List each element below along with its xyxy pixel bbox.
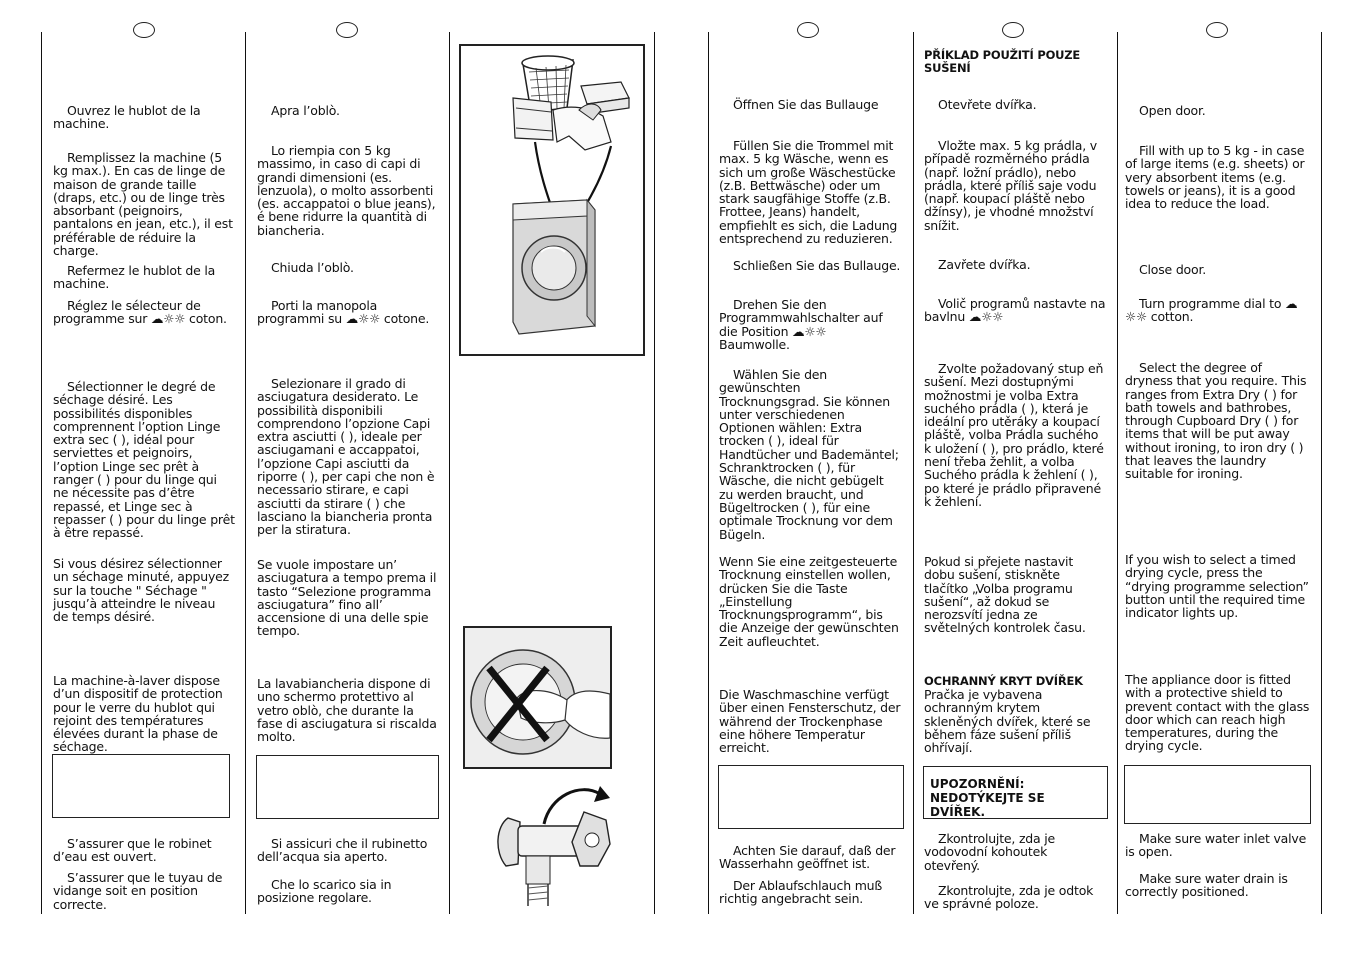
cotton-icon: ☁☼☼ — [968, 309, 1004, 325]
it-timed: Se vuole impostare un’ asciugatura a tempo prema il tasto “Selezione programma asciugatura” fino all’ accensione di una delle spie tempo. — [257, 557, 437, 639]
fr-tap: S’assurer que le robinet d’eau est ouvert. — [53, 836, 212, 865]
column-rule — [245, 32, 246, 914]
de-timed: Wenn Sie eine zeitgesteuerte Trocknung einstellen wollen, drücken Sie die Taste „Einstellung Trocknungsprogramm“, bis die Anzeige der gewünschten Zeit aufleuchtet. — [719, 554, 899, 649]
de-open-door: Öffnen Sie das Bullauge — [733, 97, 879, 112]
cotton-icon: ☁☼☼ — [345, 311, 381, 327]
en-drain: Make sure water drain is correctly positioned. — [1125, 871, 1288, 900]
cz-dryness: Zvolte požadovaný stup eň sušení. Mezi dostupnými možnostmi je volba Extra suchého prádla ( ), která je ideální pro utěráky a koupací pláště, volba Prádla suchého k uložení ( ), pro prádlo, které není třeba žehlit, a volba Suchého prádla k žehlení ( ), po které je prádlo připravené k žehlení. — [924, 361, 1104, 509]
de-tap: Achten Sie darauf, daß der Wasserhahn geöffnet ist. — [719, 843, 896, 872]
cotton-icon: ☁☼☼ — [150, 311, 186, 327]
column-rule — [708, 32, 709, 914]
cz-timed: Pokud si přejete nastavit dobu sušení, stiskněte tlačítko „Volba programu sušení“, až dokud se nerozsvítí jedna ze světelných kontrolek času. — [924, 554, 1086, 636]
cz-open-door: Otevřete dvířka. — [938, 97, 1037, 112]
it-dryness: Selezionare il grado di asciugatura desiderato. Le possibilità disponibili comprendono l’opzione Capi extra asciutti ( ), ideale per asciugamani e accappatoi, l’opzione Capi asciutti da riporre ( ), per capi che non è necessario stirare, e capi asciutti da stirare ( ) che lasciano la biancheria pronta per la stiratura. — [257, 376, 435, 538]
fr-dial-end: coton. — [189, 311, 227, 327]
de-dial-end: Baumwolle. — [719, 336, 790, 352]
it-dial-end: cotone. — [383, 311, 430, 327]
cotton-icon: ☁☼☼ — [792, 323, 827, 339]
en-dial-end: cotton. — [1150, 309, 1194, 325]
fr-dial: Réglez le sélecteur de programme sur — [53, 298, 201, 327]
it-dial-text — [257, 299, 437, 326]
de-drain: Der Ablaufschlauch muß richtig angebracht sein. — [719, 878, 883, 907]
en-dryness: Select the degree of dryness that you require. This ranges from Extra Dry ( ) for bath towels and bathrobes, through Cupboard Dry ( ) for items that will be put away without ironing, to iron dry ( ) that leaves the laundry suitable for ironing. — [1125, 360, 1307, 482]
en-shield: The appliance door is fitted with a protective shield to prevent contact with the glass door which can reach high temperatures, during the drying cycle. — [1125, 672, 1310, 754]
cz-warning: UPOZORNĚNÍ: NEDOTÝKEJTE SE DVÍŘEK. — [930, 777, 1045, 819]
de-close-door: Schließen Sie das Bullauge. — [733, 258, 901, 273]
door-hand-cross-drawing — [465, 628, 610, 767]
column-rule — [449, 32, 450, 914]
washer-laundry-drawing — [461, 46, 643, 354]
do-not-touch-illustration — [463, 626, 612, 769]
language-marker — [1002, 22, 1024, 38]
language-marker — [336, 22, 358, 38]
it-shield: La lavabiancheria dispone di uno schermo protettivo al vetro oblò, che durante la fase di asciugatura si riscalda molto. — [257, 676, 437, 745]
it-drain: Che lo scarico sia in posizione regolare. — [257, 877, 392, 906]
language-marker — [1206, 22, 1228, 38]
it-dial: Porti la manopola programmi su — [257, 298, 378, 327]
de-blank-box — [718, 765, 904, 829]
fr-drain: S’assurer que le tuyau de vidange soit en position correcte. — [53, 870, 223, 912]
cz-fill: Vložte max. 5 kg prádla, v případě rozměrného prádla (např. ložní prádlo), nebo prádla, které příliš saje vodu (např. koupací pláště nebo džínsy), je vhodné množství snížit. — [924, 138, 1097, 233]
fr-shield: La machine-à-laver dispose d’un dispositif de protection pour le verre du hublot qui rejoint des températures élevées durant la phase de séchage. — [53, 673, 223, 755]
de-dryness: Wählen Sie den gewünschten Trocknungsgrad. Sie können unter verschiedenen Optionen wählen: Extra trocken ( ), ideal für Handtücher und Bademäntel; Schranktrocken ( ), für Wäsche, die nicht gebügelt zu werden braucht, und Bügeltrocken ( ), für eine optimale Trocknung vor dem Bügeln. — [719, 367, 899, 542]
en-timed: If you wish to select a timed drying cycle, press the “drying programme selection” button until the required time indicator lights up. — [1125, 552, 1309, 621]
column-rule — [654, 32, 655, 914]
cz-shield-heading: OCHRANNÝ KRYT DVÍŘEK — [924, 674, 1083, 688]
cz-dial-text — [924, 297, 1106, 324]
column-rule — [41, 32, 42, 914]
cz-warning-box — [923, 766, 1108, 819]
column-rule — [1321, 32, 1322, 914]
language-marker — [797, 22, 819, 38]
fr-timed: Si vous désirez sélectionner un séchage minuté, appuyez sur la touche " Séchage " jusqu’à atteindre le niveau de temps désiré. — [53, 556, 230, 625]
en-blank-box — [1124, 765, 1311, 824]
de-dial-text — [719, 298, 901, 351]
cz-dial: Volič programů nastavte na bavlnu — [924, 296, 1106, 325]
language-marker — [133, 22, 155, 38]
cz-shield: Pračka je vybavena ochranným krytem skleněných dvířek, které se během fáze sušení příliš ohřívají. — [924, 687, 1091, 756]
it-blank-box — [256, 755, 439, 819]
fr-fill: Remplissez la machine (5 kg max.). En cas de linge de maison de grande taille (draps, etc.) ou de linge très absorbant (peignoirs, pantalons en jean, etc.), il est préférable de réduire la charge. — [53, 150, 233, 259]
en-fill: Fill with up to 5 kg - in case of large items (e.g. sheets) or very absorbent items (e.g. towels or jeans), it is a good idea to reduce the load. — [1125, 143, 1305, 212]
de-shield: Die Waschmaschine verfügt über einen Fensterschutz, der während der Trockenphase eine höhere Temperatur erreicht. — [719, 687, 901, 756]
column-rule — [1117, 32, 1118, 914]
cz-drain: Zkontrolujte, zda je odtok ve správné poloze. — [924, 883, 1094, 912]
loading-illustration — [459, 44, 645, 356]
en-dial-text — [1125, 297, 1311, 324]
en-tap: Make sure water inlet valve is open. — [1125, 831, 1307, 860]
de-dial: Drehen Sie den Programmwahlschalter auf die Position — [719, 297, 883, 339]
tap-illustration — [488, 782, 618, 906]
it-fill: Lo riempia con 5 kg massimo, in caso di capi di grandi dimensioni (es. lenzuola), o molto assorbenti (es. accappatoi o blue jeans), é bene ridurre la quantità di biancheria. — [257, 143, 436, 238]
cz-tap: Zkontrolujte, zda je vodovodní kohoutek otevřený. — [924, 831, 1056, 873]
de-fill: Füllen Sie die Trommel mit max. 5 kg Wäsche, wenn es sich um große Wäschestücke (z.B. Bettwäsche) oder um stark saugfähige Stoffe (z.B. Frottee, Jeans) handelt, empfiehlt es sich, die Ladung entsprechend zu reduzieren. — [719, 138, 898, 247]
cotton-icon: ☁☼☼ — [1125, 296, 1298, 325]
fr-dryness: Sélectionner le degré de séchage désiré. Les possibilités disponibles comprennent l’option Linge extra sec ( ), idéal pour serviettes et peignoirs, l’option Linge sec prêt à ranger ( ) pour du linge qui ne nécessite pas d’être repassé, et Linge sec à repasser ( ) pour du linge prêt à être repassé. — [53, 379, 235, 541]
it-tap: Si assicuri che il rubinetto dell’acqua sia aperto. — [257, 836, 428, 865]
it-close-door: Chiuda l’oblò. — [271, 260, 354, 275]
fr-blank-box — [52, 754, 230, 818]
cz-heading: PŘÍKLAD POUŽITÍ POUZE SUŠENÍ — [924, 48, 1081, 76]
fr-open-door: Ouvrez le hublot de la machine. — [53, 103, 201, 132]
fr-dial-text — [53, 299, 233, 326]
en-open-door: Open door. — [1139, 103, 1206, 118]
fr-close-door: Refermez le hublot de la machine. — [53, 263, 216, 292]
column-rule — [913, 32, 914, 914]
water-tap-drawing — [488, 782, 618, 906]
cz-close-door: Zavřete dvířka. — [938, 257, 1031, 272]
it-open-door: Apra l’oblò. — [271, 103, 340, 118]
en-close-door: Close door. — [1139, 262, 1207, 277]
en-dial: Turn programme dial to — [1139, 296, 1282, 311]
